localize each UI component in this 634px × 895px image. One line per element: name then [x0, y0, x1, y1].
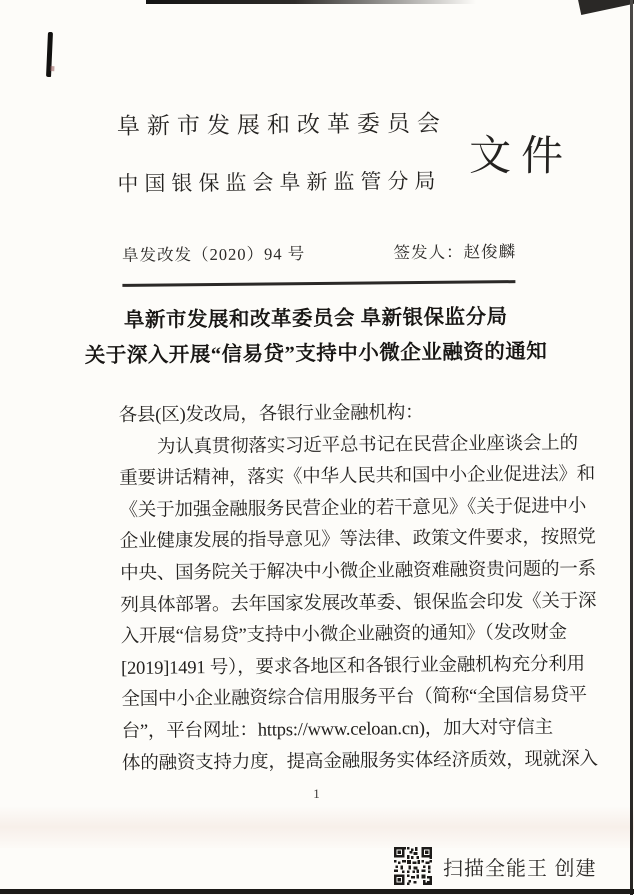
issuer-name: 签发人：赵俊麟 — [393, 242, 517, 263]
document-number: 阜发改发（2020）94 号 — [122, 244, 306, 265]
document-title-line1: 阜新市发展和改革委员会 阜新银保监分局 — [123, 306, 508, 332]
body-line: 入开展“信易贷”支持中小微企业融资的通知》（发改财金 — [120, 622, 567, 648]
body-line: [2019]1491 号），要求各地区和各银行业金融机构充分利用 — [120, 654, 585, 679]
qr-code-icon — [394, 847, 432, 885]
body-salutation: 各县(区)发改局，各银行业金融机构： — [118, 403, 424, 426]
document-title — [0, 299, 633, 375]
letterhead — [116, 104, 574, 198]
body-line: 列具体部署。去年国家发展改革委、银保监会印发《关于深 — [120, 590, 597, 616]
document-type-label: 文件 — [468, 133, 574, 181]
body-line: 重要讲话精神，落实《中华人民共和国中小企业促进法》和 — [119, 464, 596, 490]
paper-edge-texture — [0, 806, 634, 848]
body-line: 《关于加强金融服务民营企业的若干意见》《关于促进中小 — [119, 496, 587, 521]
agency-name-line2: 中国银保监会阜新监管分局 — [117, 168, 442, 196]
document-meta-row — [122, 238, 516, 266]
body-line: 全国中小企业融资综合信用服务平台（简称“全国信易贷平 — [121, 685, 587, 711]
agency-name-line1: 阜新市发展和改革委员会 — [116, 110, 447, 139]
body-line: 中央、国务院关于解决中小微企业融资难融资贵问题的一系 — [120, 559, 597, 584]
page-number: 1 — [313, 786, 321, 801]
body-line: 体的融资支持力度，提高金融服务实体经济质效，现就深入 — [121, 748, 598, 774]
document-body — [118, 397, 598, 780]
document-title-line2: 关于深入开展“信易贷”支持中小微企业融资的通知 — [84, 340, 548, 368]
body-line: 台”，平台网址：https://www.celoan.cn)，加大对守信主 — [121, 717, 554, 742]
header-divider-rule — [122, 280, 515, 287]
scan-bottom-edge-artifact — [0, 889, 634, 894]
body-line: 为认真贯彻落实习近平总书记在民营企业座谈会上的 — [156, 433, 578, 458]
scanner-watermark-text: 扫描全能王 创建 — [443, 857, 597, 880]
body-line: 企业健康发展的指导意见》等法律、政策文件要求，按照党 — [119, 527, 596, 553]
scanner-watermark — [394, 847, 597, 885]
agency-names — [117, 105, 458, 198]
